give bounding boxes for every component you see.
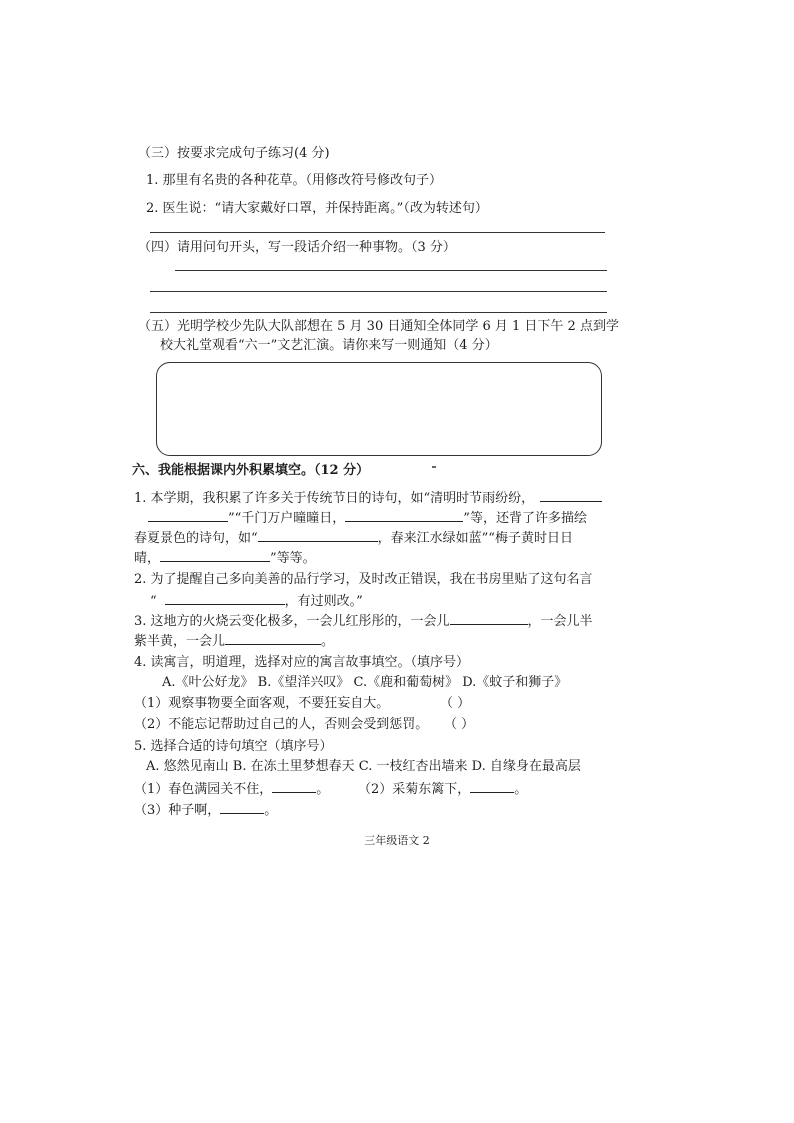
answer-line[interactable] bbox=[175, 270, 607, 271]
fill-blank[interactable] bbox=[225, 631, 321, 645]
answer-line[interactable] bbox=[150, 312, 607, 313]
q1-line-3: 春夏景色的诗句，如“ ，春来江水绿如蓝”“梅子黄时日日 bbox=[134, 528, 573, 548]
fill-blank[interactable] bbox=[540, 488, 602, 502]
q1-line-2: ”“千门万户曈曈日， ”等，还背了许多描绘 bbox=[148, 508, 587, 528]
q4-options: A.《叶公好龙》 B.《望洋兴叹》 C.《鹿和葡萄树》 D.《蚊子和狮子》 bbox=[162, 675, 568, 690]
answer-paren[interactable]: （ ） bbox=[444, 717, 475, 732]
fill-blank[interactable] bbox=[258, 528, 378, 542]
section-4-title: （四）请用问句开头，写一段话介绍一种事物。（3 分） bbox=[138, 240, 456, 255]
section-5-line-1: （五）光明学校少先队大队部想在 5 月 30 日通知全体同学 6 月 1 日下午 2 点到学 bbox=[138, 319, 619, 334]
fill-blank[interactable] bbox=[148, 508, 228, 522]
fill-blank[interactable] bbox=[470, 779, 514, 793]
q5-item-3: （3）种子啊， 。 bbox=[134, 800, 277, 820]
q5-options: A. 悠然见南山 B. 在冻土里梦想春天 C. 一枝红杏出墙来 D. 自缘身在最高层 bbox=[146, 759, 581, 774]
fill-blank[interactable] bbox=[165, 591, 285, 605]
section-3-title: （三）按要求完成句子练习(4 分) bbox=[138, 146, 330, 161]
q1-line-1: 1. 本学期，我积累了许多关于传统节日的诗句，如“清明时节雨纷纷， bbox=[134, 488, 602, 508]
scan-speck bbox=[432, 466, 436, 468]
answer-paren[interactable]: （ ） bbox=[440, 696, 471, 711]
q2-line-2: “ ，有过则改。” bbox=[150, 591, 363, 611]
q4-title: 4. 读寓言，明道理，选择对应的寓言故事填空。（填序号） bbox=[134, 655, 470, 670]
section-3-question-2: 2. 医生说：“请大家戴好口罩，并保持距离。”（改为转述句） bbox=[146, 201, 488, 216]
fill-blank[interactable] bbox=[272, 779, 316, 793]
q3-line-2: 紫半黄，一会儿 。 bbox=[134, 631, 334, 651]
section-3-question-1: 1. 那里有名贵的各种花草。（用修改符号修改句子） bbox=[146, 173, 443, 188]
fill-blank[interactable] bbox=[220, 800, 264, 814]
q1-line-4: 晴， ”等等。 bbox=[134, 548, 316, 568]
answer-line[interactable] bbox=[150, 291, 607, 292]
q3-line-1: 3. 这地方的火烧云变化极多，一会儿红彤彤的，一会儿 ，一会儿半 bbox=[134, 611, 593, 631]
q4-item-2: （2）不能忘记帮助过自己的人，否则会受到惩罚。 bbox=[134, 717, 429, 732]
notice-writing-box[interactable] bbox=[156, 362, 602, 456]
fill-blank[interactable] bbox=[450, 611, 528, 625]
q2-line-1: 2. 为了提醒自己多向美善的品行学习，及时改正错误，我在书房里贴了这句名言 bbox=[134, 572, 593, 587]
fill-blank[interactable] bbox=[345, 508, 463, 522]
fill-blank[interactable] bbox=[160, 548, 270, 562]
q5-title: 5. 选择合适的诗句填空（填序号） bbox=[134, 739, 333, 754]
part-6-title: 六、我能根据课内外积累填空。（12 分） bbox=[132, 463, 370, 478]
page-footer: 三年级语文 2 bbox=[364, 834, 430, 847]
q5-item-2: （2）采菊东篱下， 。 bbox=[358, 779, 527, 799]
section-5-line-2: 校大礼堂观看“六一”文艺汇演。请你来写一则通知（4 分） bbox=[160, 338, 498, 353]
q5-item-1: （1）春色满园关不住， 。 bbox=[134, 779, 329, 799]
answer-line[interactable] bbox=[150, 232, 605, 233]
q4-item-1: （1）观察事物要全面客观，不要狂妄自大。 bbox=[134, 696, 390, 711]
